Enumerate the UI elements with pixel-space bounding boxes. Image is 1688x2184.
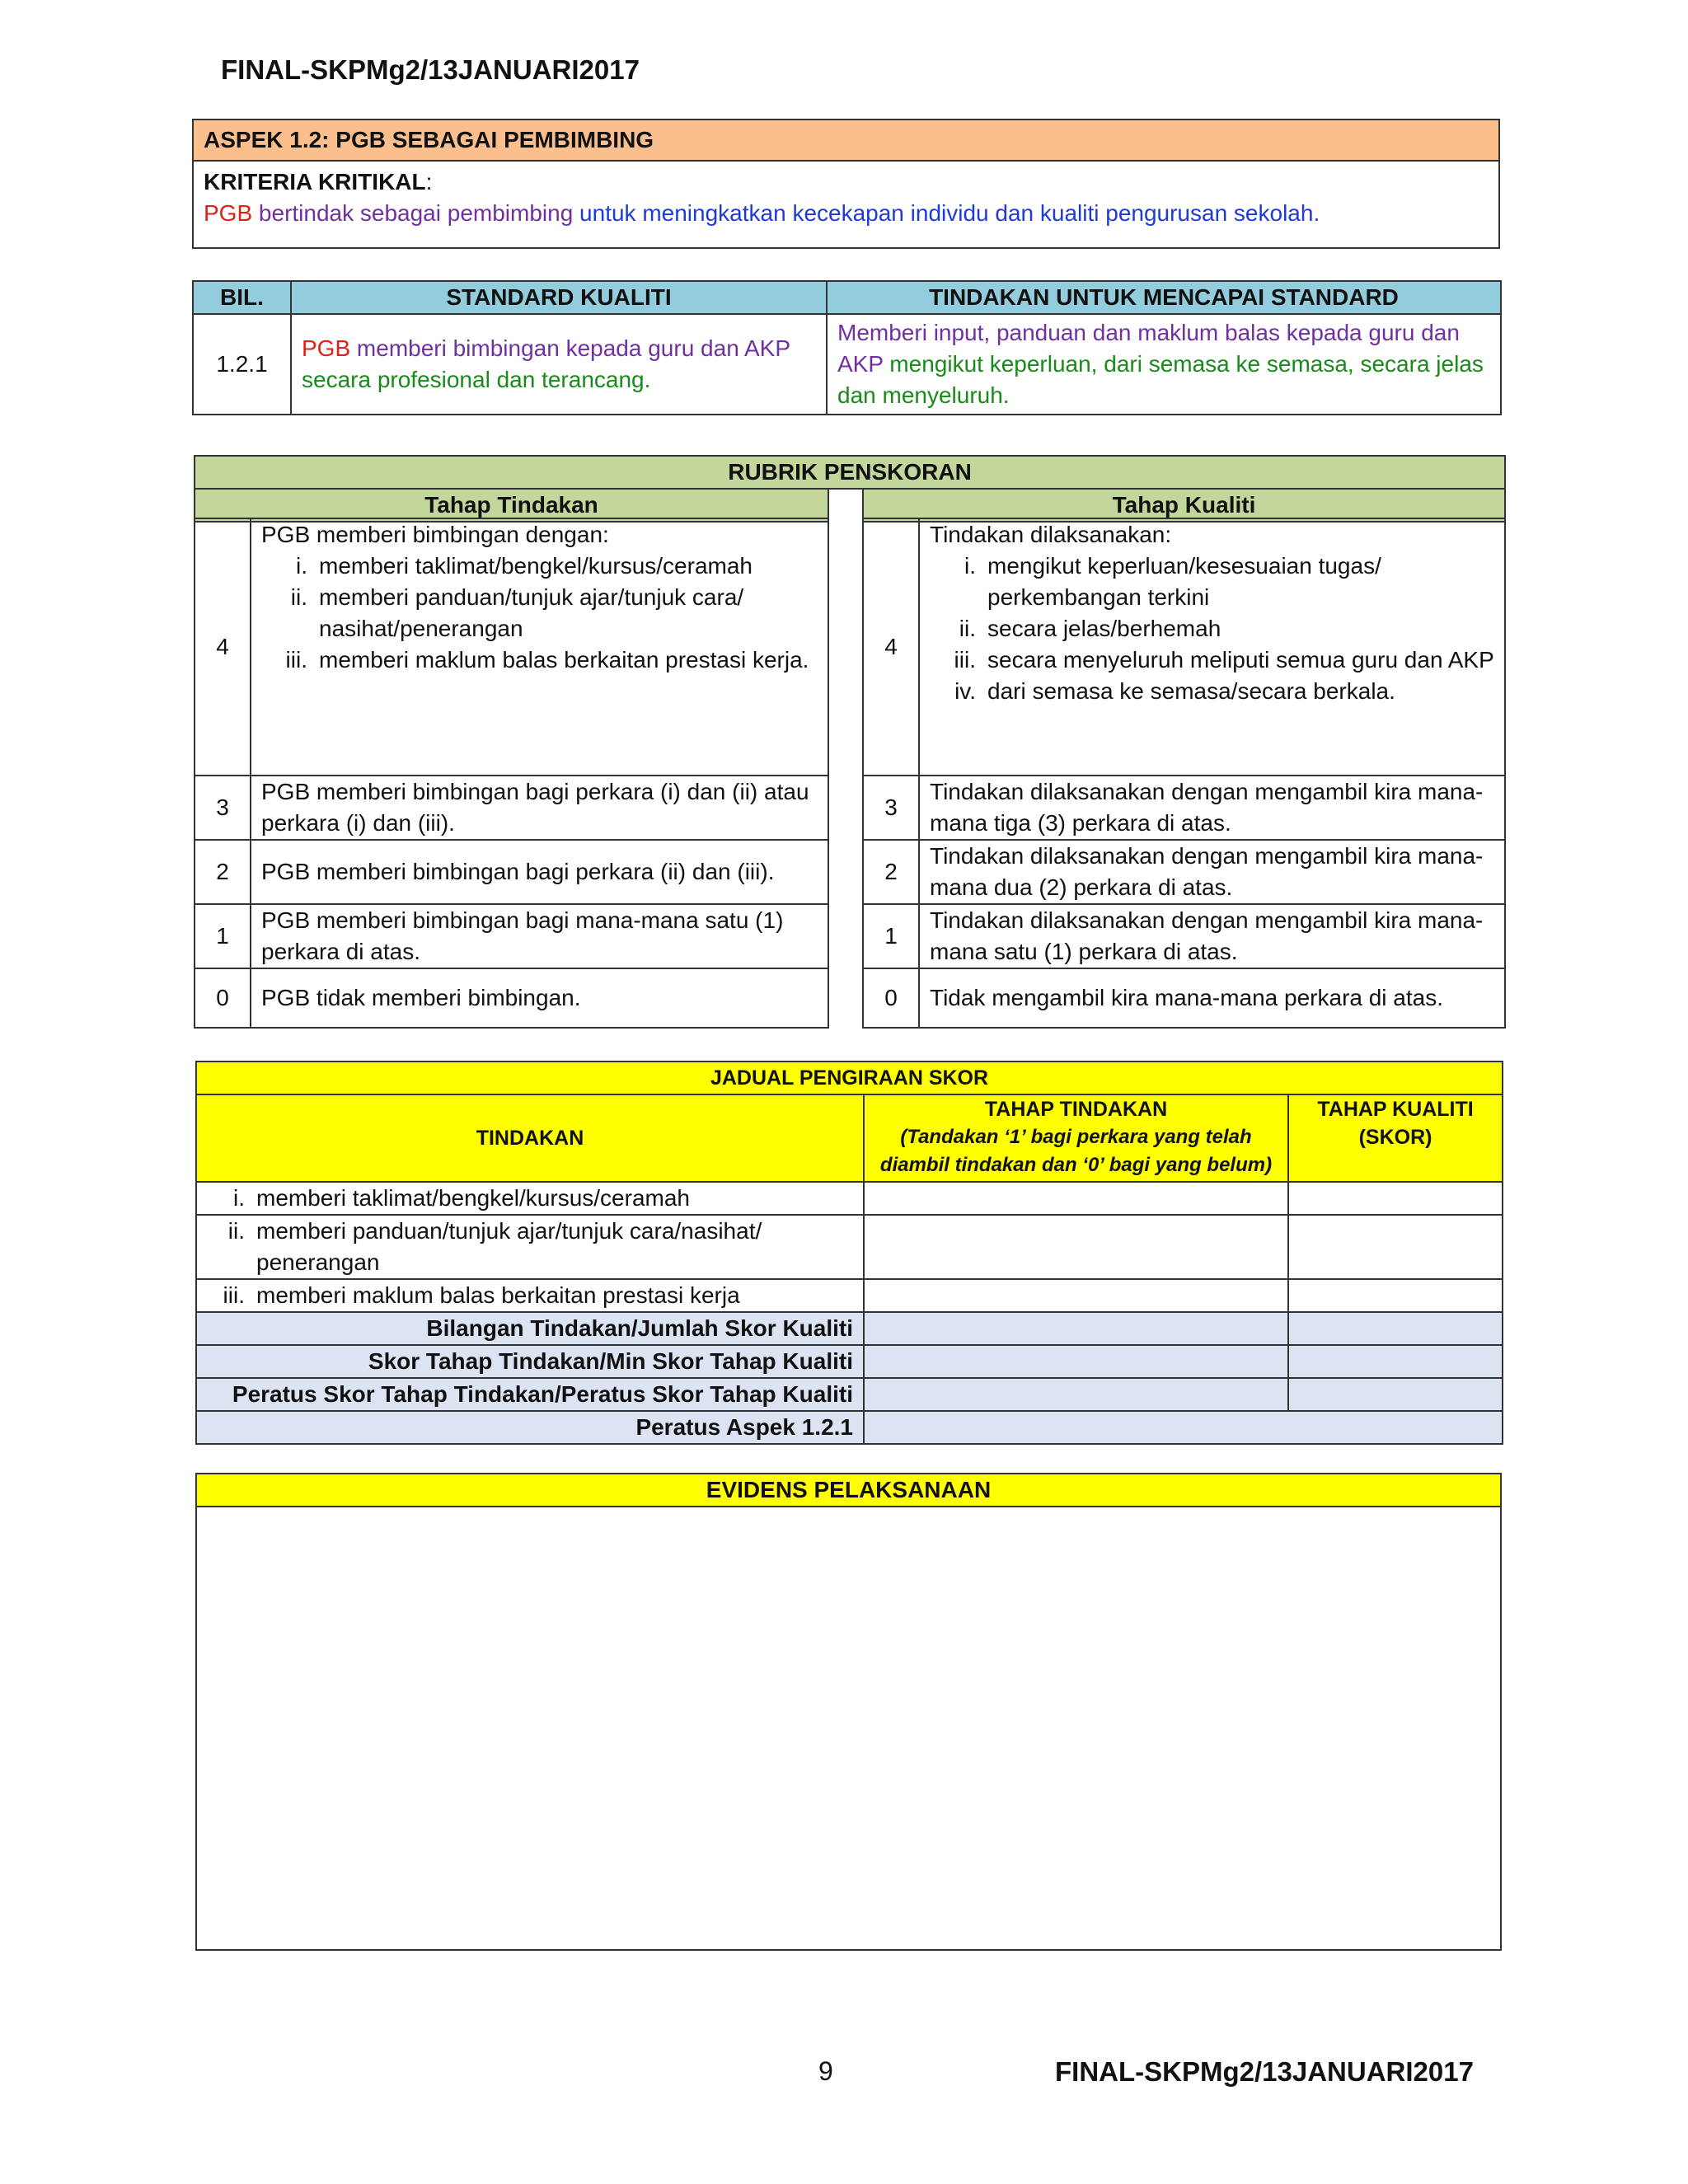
list-item: iii. memberi maklum balas berkaitan prestasi kerja [223, 1282, 740, 1308]
right-score-0: 0 [863, 968, 919, 1028]
right-level-4-intro: Tindakan dilaksanakan: [930, 522, 1172, 547]
standard-text-2: secara profesional dan terancang. [302, 367, 651, 392]
right-score-4: 4 [863, 518, 919, 776]
left-level-1: PGB memberi bimbingan bagi mana-mana satu (1) perkara di atas. [251, 904, 828, 968]
kriteria-colon: : [425, 169, 433, 194]
tindakan-cell [827, 314, 1501, 415]
standard-bil: 1.2.1 [193, 314, 291, 415]
rubrik-header-table [194, 455, 1506, 523]
summary-peratus-aspek-value[interactable] [864, 1411, 1503, 1444]
jadual-title: JADUAL PENGIRAAN SKOR [196, 1062, 1503, 1094]
jadual-item-3 [196, 1279, 864, 1312]
right-level-2: Tindakan dilaksanakan dengan mengambil kira mana-mana dua (2) perkara di atas. [919, 840, 1505, 904]
list-item: i. memberi taklimat/bengkel/kursus/ceramah [296, 553, 753, 579]
jadual-item-1-tindakan-input[interactable] [864, 1182, 1288, 1215]
rubrik-gap [828, 489, 863, 522]
page-number: 9 [818, 2056, 833, 2086]
summary-peratus-kualiti[interactable] [1288, 1378, 1503, 1411]
kriteria-label: KRITERIA KRITIKAL [204, 169, 426, 194]
kriteria-text-2: untuk meningkatkan kecekapan individu dan kualiti pengurusan sekolah. [573, 200, 1320, 226]
list-item: ii. memberi panduan/tunjuk ajar/tunjuk cara/nasihat/ penerangan [227, 1218, 762, 1275]
left-level-4 [251, 518, 828, 776]
left-level-4-intro: PGB memberi bimbingan dengan: [261, 522, 609, 547]
left-score-1: 1 [195, 904, 251, 968]
jadual-item-2 [196, 1215, 864, 1279]
rubrik-right-header: Tahap Kualiti [863, 489, 1505, 522]
rubrik-title: RUBRIK PENSKORAN [195, 456, 1505, 489]
tindakan-text-1: Memberi input, panduan dan maklum balas kepada guru dan AKP [837, 320, 1460, 377]
tindakan-text-2: mengikut keperluan, dari semasa ke semasa, secara jelas dan menyeluruh. [837, 351, 1484, 408]
header-tindakan: TINDAKAN UNTUK MENCAPAI STANDARD [827, 281, 1501, 314]
kriteria-text-1: bertindak sebagai pembimbing [252, 200, 574, 226]
list-item: iv. dari semasa ke semasa/secara berkala. [954, 678, 1395, 704]
jadual-item-3-tindakan-input[interactable] [864, 1279, 1288, 1312]
standard-text-1: memberi bimbingan kepada guru dan AKP [350, 335, 791, 361]
summary-skor-kualiti[interactable] [1288, 1345, 1503, 1378]
standard-pgb: PGB [302, 335, 351, 361]
header-standard: STANDARD KUALITI [291, 281, 827, 314]
summary-skor-tindakan[interactable] [864, 1345, 1288, 1378]
summary-peratus-tindakan[interactable] [864, 1378, 1288, 1411]
jadual-col-tahap-tindakan [864, 1094, 1288, 1182]
evidens-table [195, 1473, 1502, 1951]
summary-skor: Skor Tahap Tindakan/Min Skor Tahap Kualiti [196, 1345, 864, 1378]
right-score-1: 1 [863, 904, 919, 968]
right-score-3: 3 [863, 776, 919, 840]
jadual-item-2-tindakan-input[interactable] [864, 1215, 1288, 1279]
jadual-col-tahap-tindakan-note: (Tandakan ‘1’ bagi perkara yang telah diambil tindakan dan ‘0’ bagi yang belum) [879, 1126, 1273, 1176]
list-item: ii. secara jelas/berhemah [959, 616, 1221, 641]
left-score-0: 0 [195, 968, 251, 1028]
left-score-3: 3 [195, 776, 251, 840]
summary-peratus-aspek: Peratus Aspek 1.2.1 [196, 1411, 864, 1444]
right-score-2: 2 [863, 840, 919, 904]
kriteria-cell [193, 161, 1499, 248]
right-level-4-list [930, 551, 1494, 707]
summary-bilangan: Bilangan Tindakan/Jumlah Skor Kualiti [196, 1312, 864, 1345]
evidens-content-area[interactable] [196, 1507, 1501, 1950]
left-level-0: PGB tidak memberi bimbingan. [251, 968, 828, 1028]
footer-doc-title: FINAL-SKPMg2/13JANUARI2017 [1055, 2056, 1474, 2087]
rubrik-tahap-tindakan-table [194, 518, 829, 1029]
list-item: iii. secara menyeluruh meliputi semua guru dan AKP [954, 647, 1494, 673]
jadual-col-tahap-kualiti-label: TAHAP KUALITI [1317, 1098, 1474, 1121]
summary-bilangan-kualiti[interactable] [1288, 1312, 1503, 1345]
list-item: i. mengikut keperluan/kesesuaian tugas/ perkembangan terkini [964, 553, 1381, 610]
jadual-item-3-kualiti-input[interactable] [1288, 1279, 1503, 1312]
right-level-4 [919, 518, 1505, 776]
kriteria-pgb: PGB [204, 200, 253, 226]
left-level-3: PGB memberi bimbingan bagi perkara (i) dan (ii) atau perkara (i) dan (iii). [251, 776, 828, 840]
right-level-3: Tindakan dilaksanakan dengan mengambil kira mana-mana tiga (3) perkara di atas. [919, 776, 1505, 840]
header-bil: BIL. [193, 281, 291, 314]
summary-peratus-skor: Peratus Skor Tahap Tindakan/Peratus Skor Tahap Kualiti [196, 1378, 864, 1411]
left-level-2: PGB memberi bimbingan bagi perkara (ii) dan (iii). [251, 840, 828, 904]
list-item: iii. memberi maklum balas berkaitan prestasi kerja. [285, 647, 809, 673]
jadual-pengiraan-skor-table [195, 1061, 1503, 1445]
list-item: i. memberi taklimat/bengkel/kursus/ceramah [233, 1185, 690, 1211]
right-level-0: Tidak mengambil kira mana-mana perkara di atas. [919, 968, 1505, 1028]
jadual-item-1-kualiti-input[interactable] [1288, 1182, 1503, 1215]
jadual-col-tahap-kualiti [1288, 1094, 1503, 1182]
aspek-title: ASPEK 1.2: PGB SEBAGAI PEMBIMBING [193, 120, 1499, 161]
document-header-title: FINAL-SKPMg2/13JANUARI2017 [221, 54, 640, 85]
jadual-item-2-kualiti-input[interactable] [1288, 1215, 1503, 1279]
summary-bilangan-tindakan[interactable] [864, 1312, 1288, 1345]
standard-kualiti-cell [291, 314, 827, 415]
evidens-title: EVIDENS PELAKSANAAN [196, 1474, 1501, 1507]
rubrik-tahap-kualiti-table [862, 518, 1506, 1029]
right-level-1: Tindakan dilaksanakan dengan mengambil kira mana-mana satu (1) perkara di atas. [919, 904, 1505, 968]
standard-kualiti-table [192, 280, 1502, 415]
list-item: ii. memberi panduan/tunjuk ajar/tunjuk cara/ nasihat/penerangan [290, 584, 744, 641]
jadual-col-tahap-kualiti-sub: (SKOR) [1358, 1126, 1432, 1149]
jadual-item-1 [196, 1182, 864, 1215]
jadual-col-tahap-tindakan-label: TAHAP TINDAKAN [984, 1098, 1168, 1121]
left-level-4-list [261, 551, 818, 676]
jadual-col-tindakan: TINDAKAN [196, 1094, 864, 1182]
left-score-2: 2 [195, 840, 251, 904]
aspek-table [192, 119, 1500, 249]
rubrik-left-header: Tahap Tindakan [195, 489, 828, 522]
left-score-4: 4 [195, 518, 251, 776]
